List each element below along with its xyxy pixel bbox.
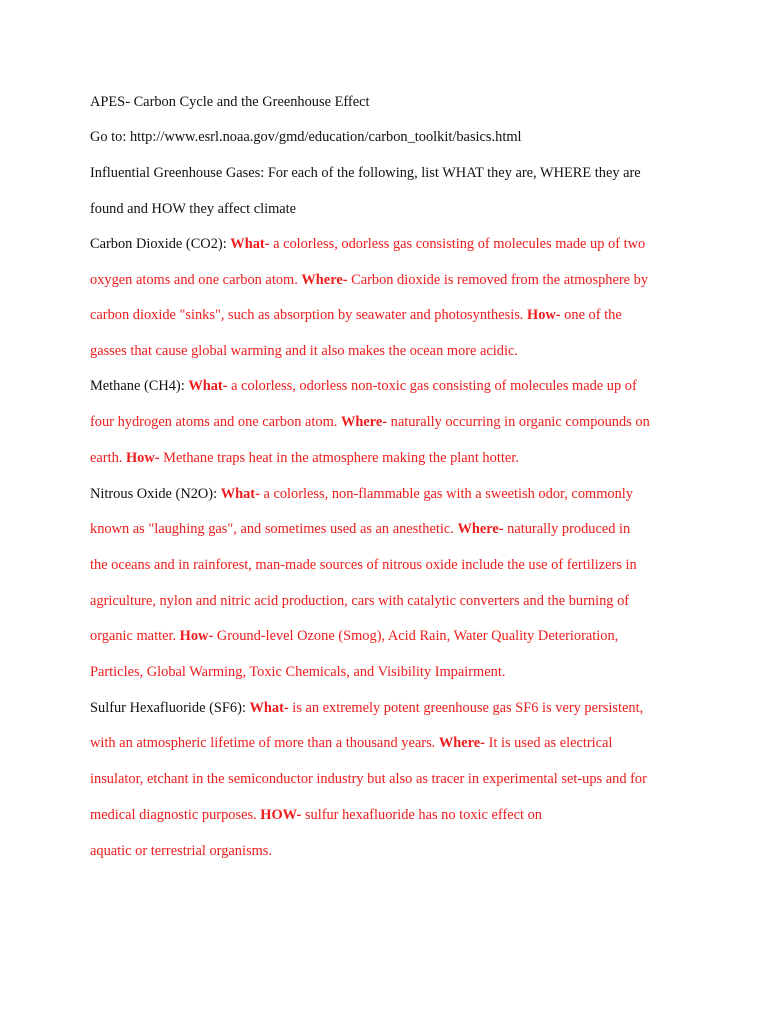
where-keyword: Where- [301,272,348,288]
where-answer: naturally occurring in organic compounds on [387,414,650,430]
gas-name: Nitrous Oxide (N2O): [90,486,221,502]
goto-line [90,128,522,146]
sf6-line-3 [90,770,647,788]
gas-name: Methane (CH4): [90,378,189,394]
instructions-text: Influential Greenhouse Gases: For each of the following, list WHAT they are, WHERE they are [90,165,641,181]
sf6-line-2 [90,734,612,752]
sf6-line-1 [90,699,643,717]
how-keyword: How- [179,628,214,644]
how-answer: Particles, Global Warming, Toxic Chemicals, and Visibility Impairment. [90,664,506,680]
gas-name: Sulfur Hexafluoride (SF6): [90,700,250,716]
co2-line-1 [90,235,645,253]
sf6-line-4 [90,806,542,824]
how-answer: one of the [560,307,622,323]
what-keyword: What- [230,236,270,252]
co2-line-3 [90,306,622,324]
how-keyword: How- [527,307,561,323]
goto-text: Go to: http://www.esrl.noaa.gov/gmd/education/carbon_toolkit/basics.html [90,129,522,145]
what-answer: is an extremely potent greenhouse gas SF6 is very persistent, [288,700,644,716]
where-answer: medical diagnostic purposes. [90,807,261,823]
instructions-text: found and HOW they affect climate [90,201,297,217]
n2o-line-3 [90,556,637,574]
where-answer: earth. [90,450,126,466]
n2o-line-4 [90,592,629,610]
what-answer: a colorless, odorless gas consisting of molecules made up of two [269,236,646,252]
n2o-line-2 [90,520,630,538]
co2-line-2 [90,271,648,289]
what-answer: four hydrogen atoms and one carbon atom. [90,414,341,430]
how-answer: sulfur hexafluoride has no toxic effect on [301,807,542,823]
title-text: APES- Carbon Cycle and the Greenhouse Effect [90,94,370,110]
ch4-line-3 [90,449,519,467]
sf6-line-5 [90,842,272,860]
how-answer: Methane traps heat in the atmosphere making the plant hotter. [159,450,519,466]
what-answer: known as "laughing gas", and sometimes used as an anesthetic. [90,521,458,537]
gas-name: Carbon Dioxide (CO2): [90,236,231,252]
how-answer: gasses that cause global warming and it also makes the ocean more acidic. [90,343,518,359]
n2o-line-5 [90,627,618,645]
document-title [90,93,369,111]
where-answer: carbon dioxide "sinks", such as absorption by seawater and photosynthesis. [90,307,527,323]
where-answer: organic matter. [90,628,180,644]
ch4-line-1 [90,377,637,395]
where-keyword: Where- [438,735,485,751]
instructions-line-2 [90,200,296,218]
n2o-line-1 [90,485,633,503]
where-keyword: Where- [457,521,504,537]
what-keyword: What- [249,700,289,716]
what-keyword: What- [188,378,228,394]
instructions-line-1 [90,164,641,182]
where-answer: agriculture, nylon and nitric acid production, cars with catalytic converters and the burning of [90,593,630,609]
where-answer: naturally produced in [503,521,631,537]
where-answer: Carbon dioxide is removed from the atmosphere by [347,272,649,288]
n2o-line-6 [90,663,505,681]
co2-line-4 [90,342,518,360]
where-answer: It is used as electrical [484,735,613,751]
what-answer: a colorless, non-flammable gas with a sweetish odor, commonly [259,486,633,502]
where-answer: the oceans and in rainforest, man-made sources of nitrous oxide include the use of fertilizers in [90,557,637,573]
how-keyword: HOW- [260,807,302,823]
what-keyword: What- [220,486,260,502]
how-answer: aquatic or terrestrial organisms. [90,843,272,859]
where-answer: insulator, etchant in the semiconductor industry but also as tracer in experimental set-ups and for [90,771,647,787]
what-answer: with an atmospheric lifetime of more than a thousand years. [90,735,439,751]
where-keyword: Where- [340,414,388,430]
what-answer: a colorless, odorless non-toxic gas consisting of molecules made up of [227,378,637,394]
how-answer: Ground-level Ozone (Smog), Acid Rain, Water Quality Deterioration, [213,628,619,644]
how-keyword: How- [125,450,160,466]
ch4-line-2 [90,413,650,431]
what-answer: oxygen atoms and one carbon atom. [90,272,302,288]
